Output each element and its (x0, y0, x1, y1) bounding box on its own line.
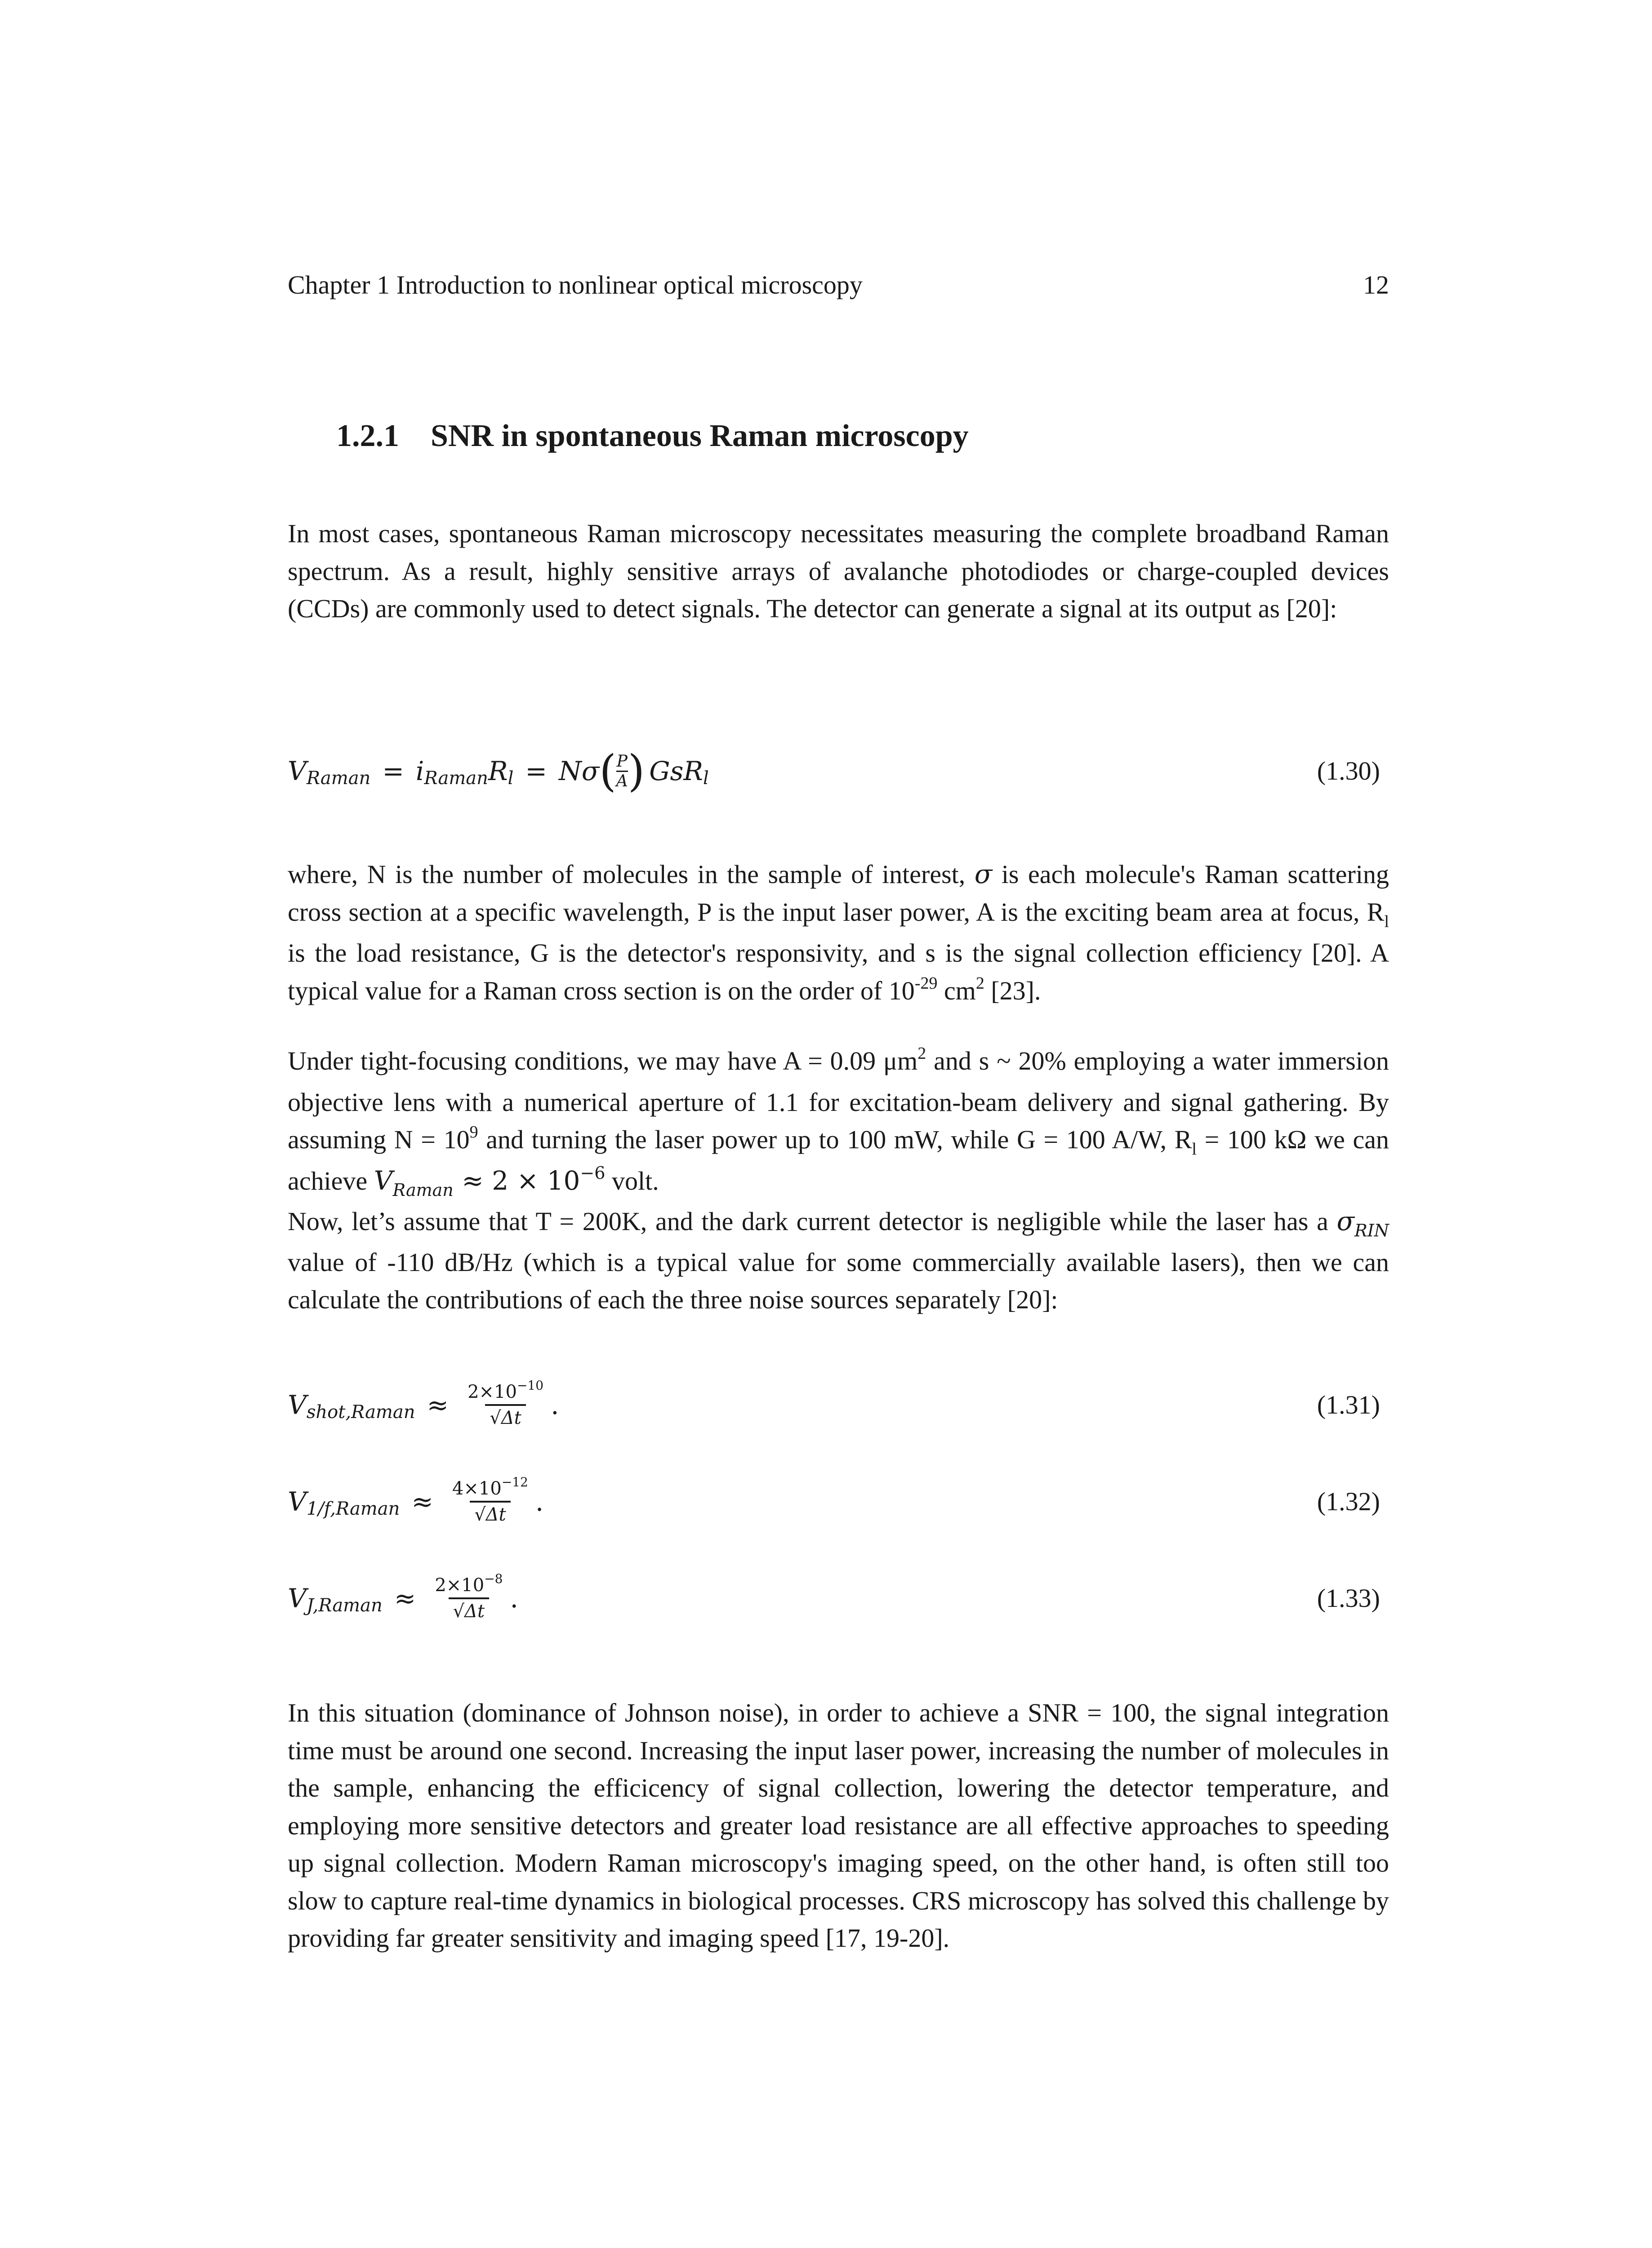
superscript: −8 (484, 1571, 503, 1586)
math-subscript: Raman (424, 768, 488, 789)
math-operator: = (525, 756, 547, 786)
superscript: 2 (975, 973, 984, 993)
math-symbol: GsR (649, 756, 704, 786)
equation-1-30 (288, 737, 1389, 805)
numerator-text: 2×10 (435, 1575, 485, 1596)
math-operator: ≈ (427, 1390, 449, 1420)
text-run: [23]. (984, 976, 1041, 1005)
equation-body (288, 737, 709, 805)
math-operator: ≈ (411, 1486, 433, 1517)
text-run: value of -110 dB/Hz (which is a typical value for some commercially available lasers), then we can calculate the contributions of each the three noise sources separately [20]: (288, 1247, 1389, 1314)
page-number: 12 (1363, 270, 1389, 299)
paragraph-conditions (288, 1042, 1389, 1319)
math-symbol: R (488, 756, 508, 786)
text-run: Now, let’s assume that T = 200K, and the dark current detector is negligible while the laser has a (288, 1207, 1337, 1236)
math-fraction (430, 1571, 507, 1622)
numerator-text: 4×10 (452, 1478, 502, 1499)
section-heading (336, 418, 969, 454)
text-run: and s ~ 20% employing a water immersion objective lens with a numerical aperture of 1.1 for excitation-beam delivery and signal gathering. By assuming N = 10 (288, 1046, 1389, 1154)
superscript: 9 (469, 1123, 478, 1142)
math-symbol: Nσ (558, 756, 600, 786)
equation-number: (1.32) (1317, 1487, 1380, 1516)
math-operator: = (382, 756, 404, 786)
text-run: and turning the laser power up to 100 mW, while G = 100 A/W, R (478, 1125, 1192, 1154)
math-subscript: l (508, 768, 514, 789)
fraction-numerator: P (616, 752, 628, 771)
equation-number: (1.31) (1317, 1390, 1380, 1419)
text-run: cm (937, 976, 976, 1005)
paragraph-definitions (288, 856, 1389, 1013)
math-subscript: Raman (306, 768, 371, 789)
math-symbol: V (288, 1583, 307, 1614)
math-symbol: V (288, 1486, 307, 1517)
equation-1-31 (288, 1371, 1389, 1439)
fraction-denominator: √Δt (485, 1404, 525, 1428)
math-subscript: 1/f,Raman (306, 1499, 400, 1519)
chapter-title: Chapter 1 Introduction to nonlinear optical microscopy (288, 270, 863, 299)
math-period: . (535, 1486, 544, 1517)
subscript: l (1192, 1140, 1197, 1159)
equation-body (288, 1468, 543, 1535)
fraction-numerator (463, 1378, 548, 1404)
equation-number: (1.33) (1317, 1583, 1380, 1613)
text-run: where, N is the number of molecules in the sample of interest, (288, 860, 975, 889)
superscript: −6 (580, 1163, 606, 1183)
fraction-numerator (430, 1571, 507, 1597)
math-paren: ( (599, 746, 616, 796)
fraction-denominator: √Δt (470, 1501, 510, 1525)
text-run: volt. (605, 1166, 659, 1195)
numerator-text: 2×10 (468, 1382, 517, 1402)
math-paren: ) (628, 746, 645, 796)
superscript: −10 (517, 1378, 544, 1393)
equation-number: (1.30) (1317, 756, 1380, 785)
math-run: ≈ 2 × 10 (453, 1165, 580, 1196)
fraction-denominator: A (616, 771, 628, 790)
text-run: = 100 kΩ we can achieve (288, 1125, 1389, 1195)
math-fraction (616, 752, 628, 790)
math-fraction (463, 1378, 548, 1428)
paragraph-intro: In most cases, spontaneous Raman microscopy necessitates measuring the complete broadband Raman spectrum. As a result, highly sensitive arrays of avalanche photodiodes or charge-coupled devices (CCDs) are commonly used to detect signals. The detector can generate a signal at its output as [20]: (288, 519, 1389, 623)
math-symbol: σ (1336, 1206, 1355, 1236)
math-symbol: σ (974, 859, 993, 889)
equation-body (288, 1371, 559, 1439)
math-symbol: V (374, 1165, 393, 1196)
math-operator: ≈ (394, 1583, 416, 1614)
fraction-numerator (448, 1475, 533, 1501)
superscript: −12 (501, 1475, 528, 1490)
equation-1-32 (288, 1468, 1389, 1535)
math-period: . (551, 1390, 559, 1420)
superscript: 2 (917, 1044, 926, 1063)
text-run: Under tight-focusing conditions, we may have A = 0.09 μm (288, 1046, 918, 1075)
math-symbol: V (288, 1390, 307, 1420)
fraction-denominator: √Δt (449, 1597, 489, 1622)
math-symbol: i (415, 756, 424, 786)
text-run: is the load resistance, G is the detector's responsivity, and s is the signal collection efficiency [20]. A typical value for a Raman cross section is on the order of 10 (288, 938, 1389, 1005)
subscript: Raman (392, 1180, 454, 1200)
section-number: 1.2.1 (336, 419, 399, 453)
math-subscript: J,Raman (306, 1595, 383, 1616)
superscript: -29 (914, 973, 938, 993)
math-subscript: l (703, 768, 709, 789)
paragraph-conclusion: In this situation (dominance of Johnson noise), in order to achieve a SNR = 100, the signal integration time must be around one second. Increasing the input laser power, increasing the number of molecules in the sample, enhancing the efficicency of signal collection, lowering the detector temperature, and employing more sensitive detectors and greater load resistance are all effective approaches to speeding up signal collection. Modern Raman microscopy's imaging speed, on the other hand, is often still too slow to capture real-time dynamics in biological processes. CRS microscopy has solved this challenge by providing far greater sensitivity and imaging speed [17, 19-20]. (288, 1698, 1389, 1953)
subscript: RIN (1354, 1221, 1389, 1240)
text-run: is each molecule's Raman scattering cross section at a specific wavelength, P is the input laser power, A is the exciting beam area at focus, R (288, 860, 1389, 927)
math-period: . (510, 1583, 518, 1614)
equation-1-33 (288, 1565, 1389, 1632)
section-title: SNR in spontaneous Raman microscopy (431, 419, 969, 453)
math-fraction (448, 1475, 533, 1525)
math-symbol: V (288, 756, 307, 786)
equation-body (288, 1565, 518, 1632)
running-header (288, 270, 1389, 300)
subscript: l (1384, 912, 1389, 931)
math-subscript: shot,Raman (306, 1402, 415, 1423)
